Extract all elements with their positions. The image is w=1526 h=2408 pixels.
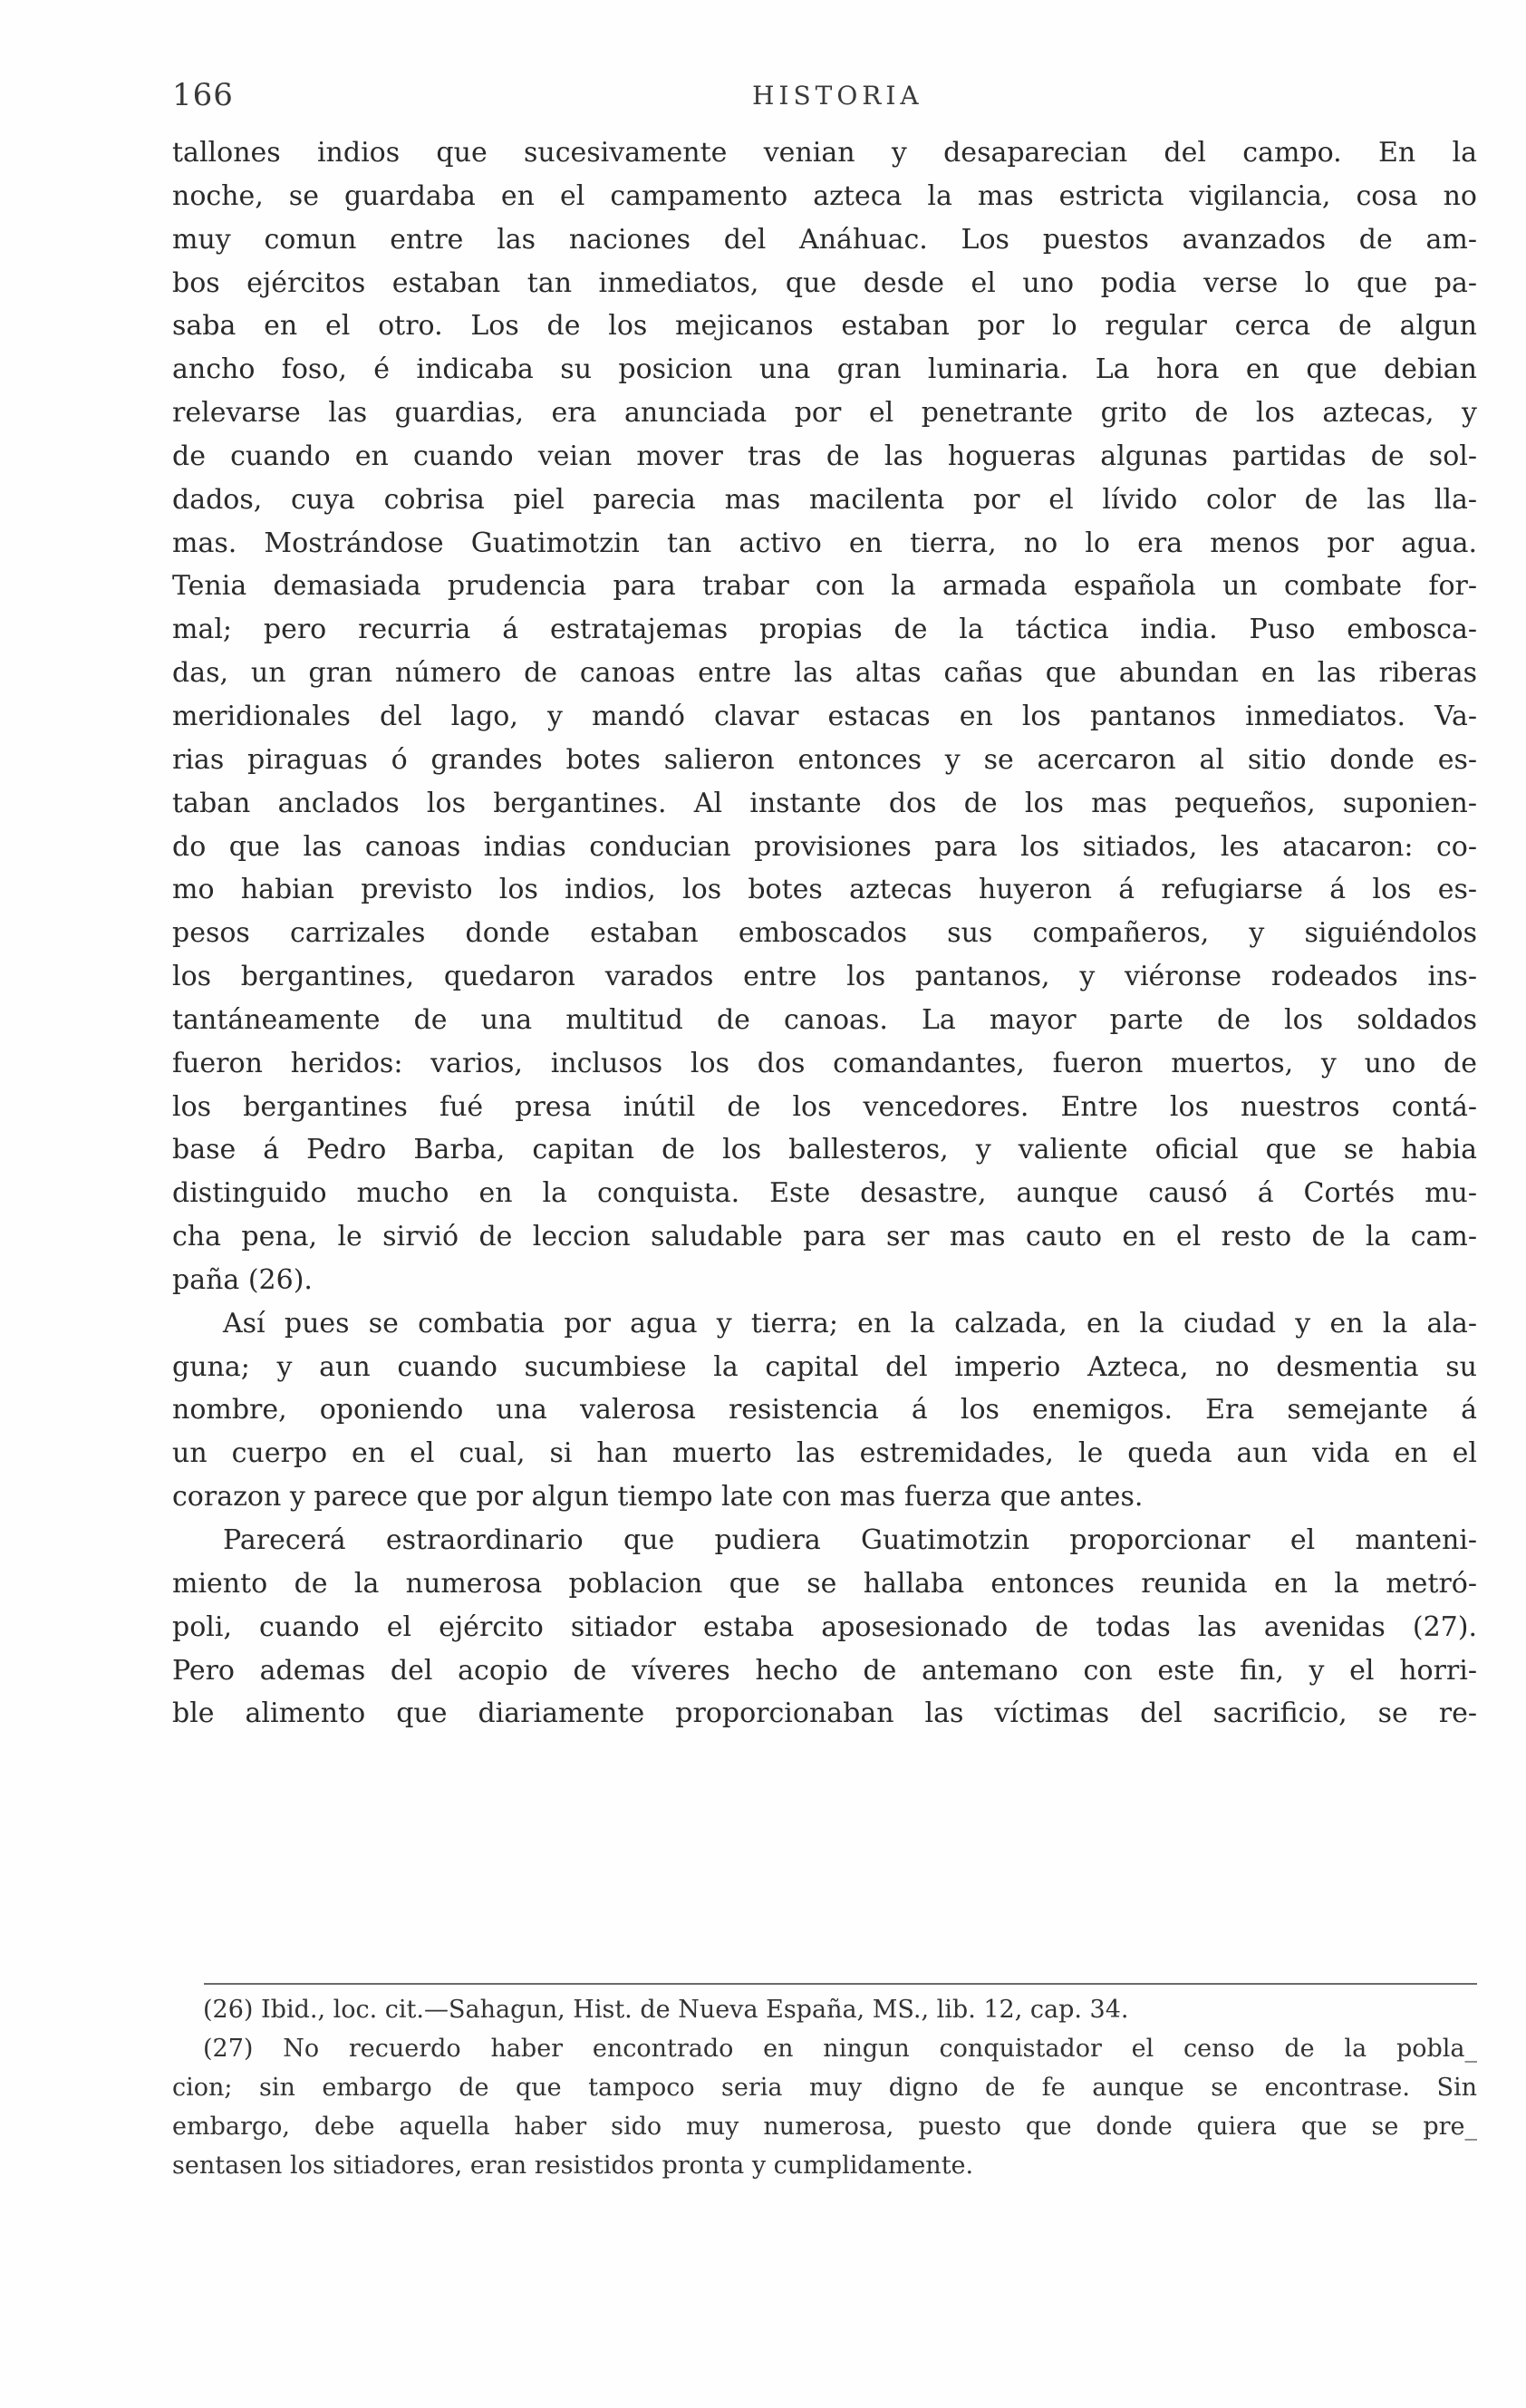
text-line: relevarse las guardias, era anunciada por el penetrante grito de los aztecas, y bbox=[172, 397, 1477, 430]
footnote-divider bbox=[204, 1983, 1477, 1985]
text-line: Parecerá estraordinario que pudiera Guatimotzin proporcionar el manteni- bbox=[223, 1524, 1477, 1556]
text-line: un cuerpo en el cual, si han muerto las estremidades, le queda aun vida en el bbox=[172, 1437, 1477, 1470]
text-line: mal; pero recurria á estratajemas propias de la táctica india. Puso embosca- bbox=[172, 614, 1477, 646]
footnotes bbox=[172, 1990, 1477, 2185]
text-line: noche, se guardaba en el campamento azteca la mas estricta vigilancia, cosa no bbox=[172, 179, 1477, 212]
text-line: los bergantines fué presa inútil de los vencedores. Entre los nuestros contá- bbox=[172, 1090, 1477, 1123]
body-text bbox=[172, 131, 1477, 1736]
running-head bbox=[172, 77, 1477, 122]
text-line: muy comun entre las naciones del Anáhuac. Los puestos avanzados de am- bbox=[172, 223, 1477, 256]
footnote-line: cion; sin embargo de que tampoco seria muy digno de fe aunque se encontrase. Sin bbox=[172, 2074, 1477, 2102]
paragraph-1 bbox=[172, 131, 1477, 1302]
text-line: fueron heridos: varios, inclusos los dos comandantes, fueron muertos, y uno de bbox=[172, 1047, 1477, 1079]
footnote-line: embargo, debe aquella haber sido muy numerosa, puesto que donde quiera que se pre_ bbox=[172, 2113, 1477, 2141]
text-line: taban anclados los bergantines. Al instante dos de los mas pequeños, suponien- bbox=[172, 787, 1477, 819]
text-line: saba en el otro. Los de los mejicanos estaban por lo regular cerca de algun bbox=[172, 310, 1477, 343]
text-line: Así pues se combatia por agua y tierra; en la calzada, en la ciudad y en la ala- bbox=[223, 1307, 1477, 1339]
footnote-line: sentasen los sitiadores, eran resistidos pronta y cumplidamente. bbox=[172, 2152, 974, 2180]
page-number: 166 bbox=[172, 77, 234, 113]
text-line: do que las canoas indias conducian provisiones para los sitiados, les atacaron: co- bbox=[172, 830, 1477, 863]
text-line: poli, cuando el ejército sitiador estaba aposesionado de todas las avenidas (27). bbox=[172, 1610, 1477, 1643]
text-line: bos ejércitos estaban tan inmediatos, que desde el uno podia verse lo que pa- bbox=[172, 266, 1477, 299]
footnote-27 bbox=[172, 2029, 1477, 2185]
text-line: pesos carrizales donde estaban emboscados sus compañeros, y siguiéndolos bbox=[172, 917, 1477, 950]
text-line: dados, cuya cobrisa piel parecia mas macilenta por el lívido color de las lla- bbox=[172, 483, 1477, 516]
footnote-line: (26) Ibid., loc. cit.—Sahagun, Hist. de Nueva España, MS., lib. 12, cap. 34. bbox=[203, 1996, 1129, 2024]
running-title: HISTORIA bbox=[752, 81, 923, 111]
text-line: meridionales del lago, y mandó clavar estacas en los pantanos inmediatos. Va- bbox=[172, 700, 1477, 732]
text-line: tallones indios que sucesivamente venian y desaparecian del campo. En la bbox=[172, 137, 1477, 169]
footnote-26 bbox=[172, 1990, 1477, 2029]
text-line: das, un gran número de canoas entre las altas cañas que abundan en las riberas bbox=[172, 657, 1477, 690]
text-line: ble alimento que diariamente proporcionaban las víctimas del sacrificio, se re- bbox=[172, 1697, 1477, 1730]
text-line: distinguido mucho en la conquista. Este desastre, aunque causó á Cortés mu- bbox=[172, 1177, 1477, 1210]
text-line: ancho foso, é indicaba su posicion una gran luminaria. La hora en que debian bbox=[172, 353, 1477, 386]
text-line: miento de la numerosa poblacion que se hallaba entonces reunida en la metró- bbox=[172, 1567, 1477, 1600]
text-line: corazon y parece que por algun tiempo late con mas fuerza que antes. bbox=[172, 1481, 1144, 1513]
text-line: Tenia demasiada prudencia para trabar con la armada española un combate for- bbox=[172, 570, 1477, 603]
text-line: tantáneamente de una multitud de canoas. La mayor parte de los soldados bbox=[172, 1003, 1477, 1036]
text-line: los bergantines, quedaron varados entre los pantanos, y viéronse rodeados ins- bbox=[172, 961, 1477, 993]
text-line: cha pena, le sirvió de leccion saludable para ser mas cauto en el resto de la cam- bbox=[172, 1221, 1477, 1253]
paragraph-3 bbox=[172, 1519, 1477, 1736]
footnote-line: (27) No recuerdo haber encontrado en ningun conquistador el censo de la pobla_ bbox=[203, 2035, 1477, 2063]
text-line: nombre, oponiendo una valerosa resistencia á los enemigos. Era semejante á bbox=[172, 1394, 1477, 1426]
text-line: paña (26). bbox=[172, 1263, 313, 1296]
text-line: guna; y aun cuando sucumbiese la capital del imperio Azteca, no desmentia su bbox=[172, 1350, 1477, 1383]
text-line: mas. Mostrándose Guatimotzin tan activo en tierra, no lo era menos por agua. bbox=[172, 527, 1477, 559]
paragraph-2 bbox=[172, 1302, 1477, 1519]
text-line: rias piraguas ó grandes botes salieron entonces y se acercaron al sitio donde es- bbox=[172, 743, 1477, 776]
text-line: base á Pedro Barba, capitan de los ballesteros, y valiente oficial que se habia bbox=[172, 1134, 1477, 1166]
text-line: de cuando en cuando veian mover tras de las hogueras algunas partidas de sol- bbox=[172, 440, 1477, 472]
text-line: Pero ademas del acopio de víveres hecho de antemano con este fin, y el horri- bbox=[172, 1654, 1477, 1687]
text-line: mo habian previsto los indios, los botes aztecas huyeron á refugiarse á los es- bbox=[172, 874, 1477, 906]
